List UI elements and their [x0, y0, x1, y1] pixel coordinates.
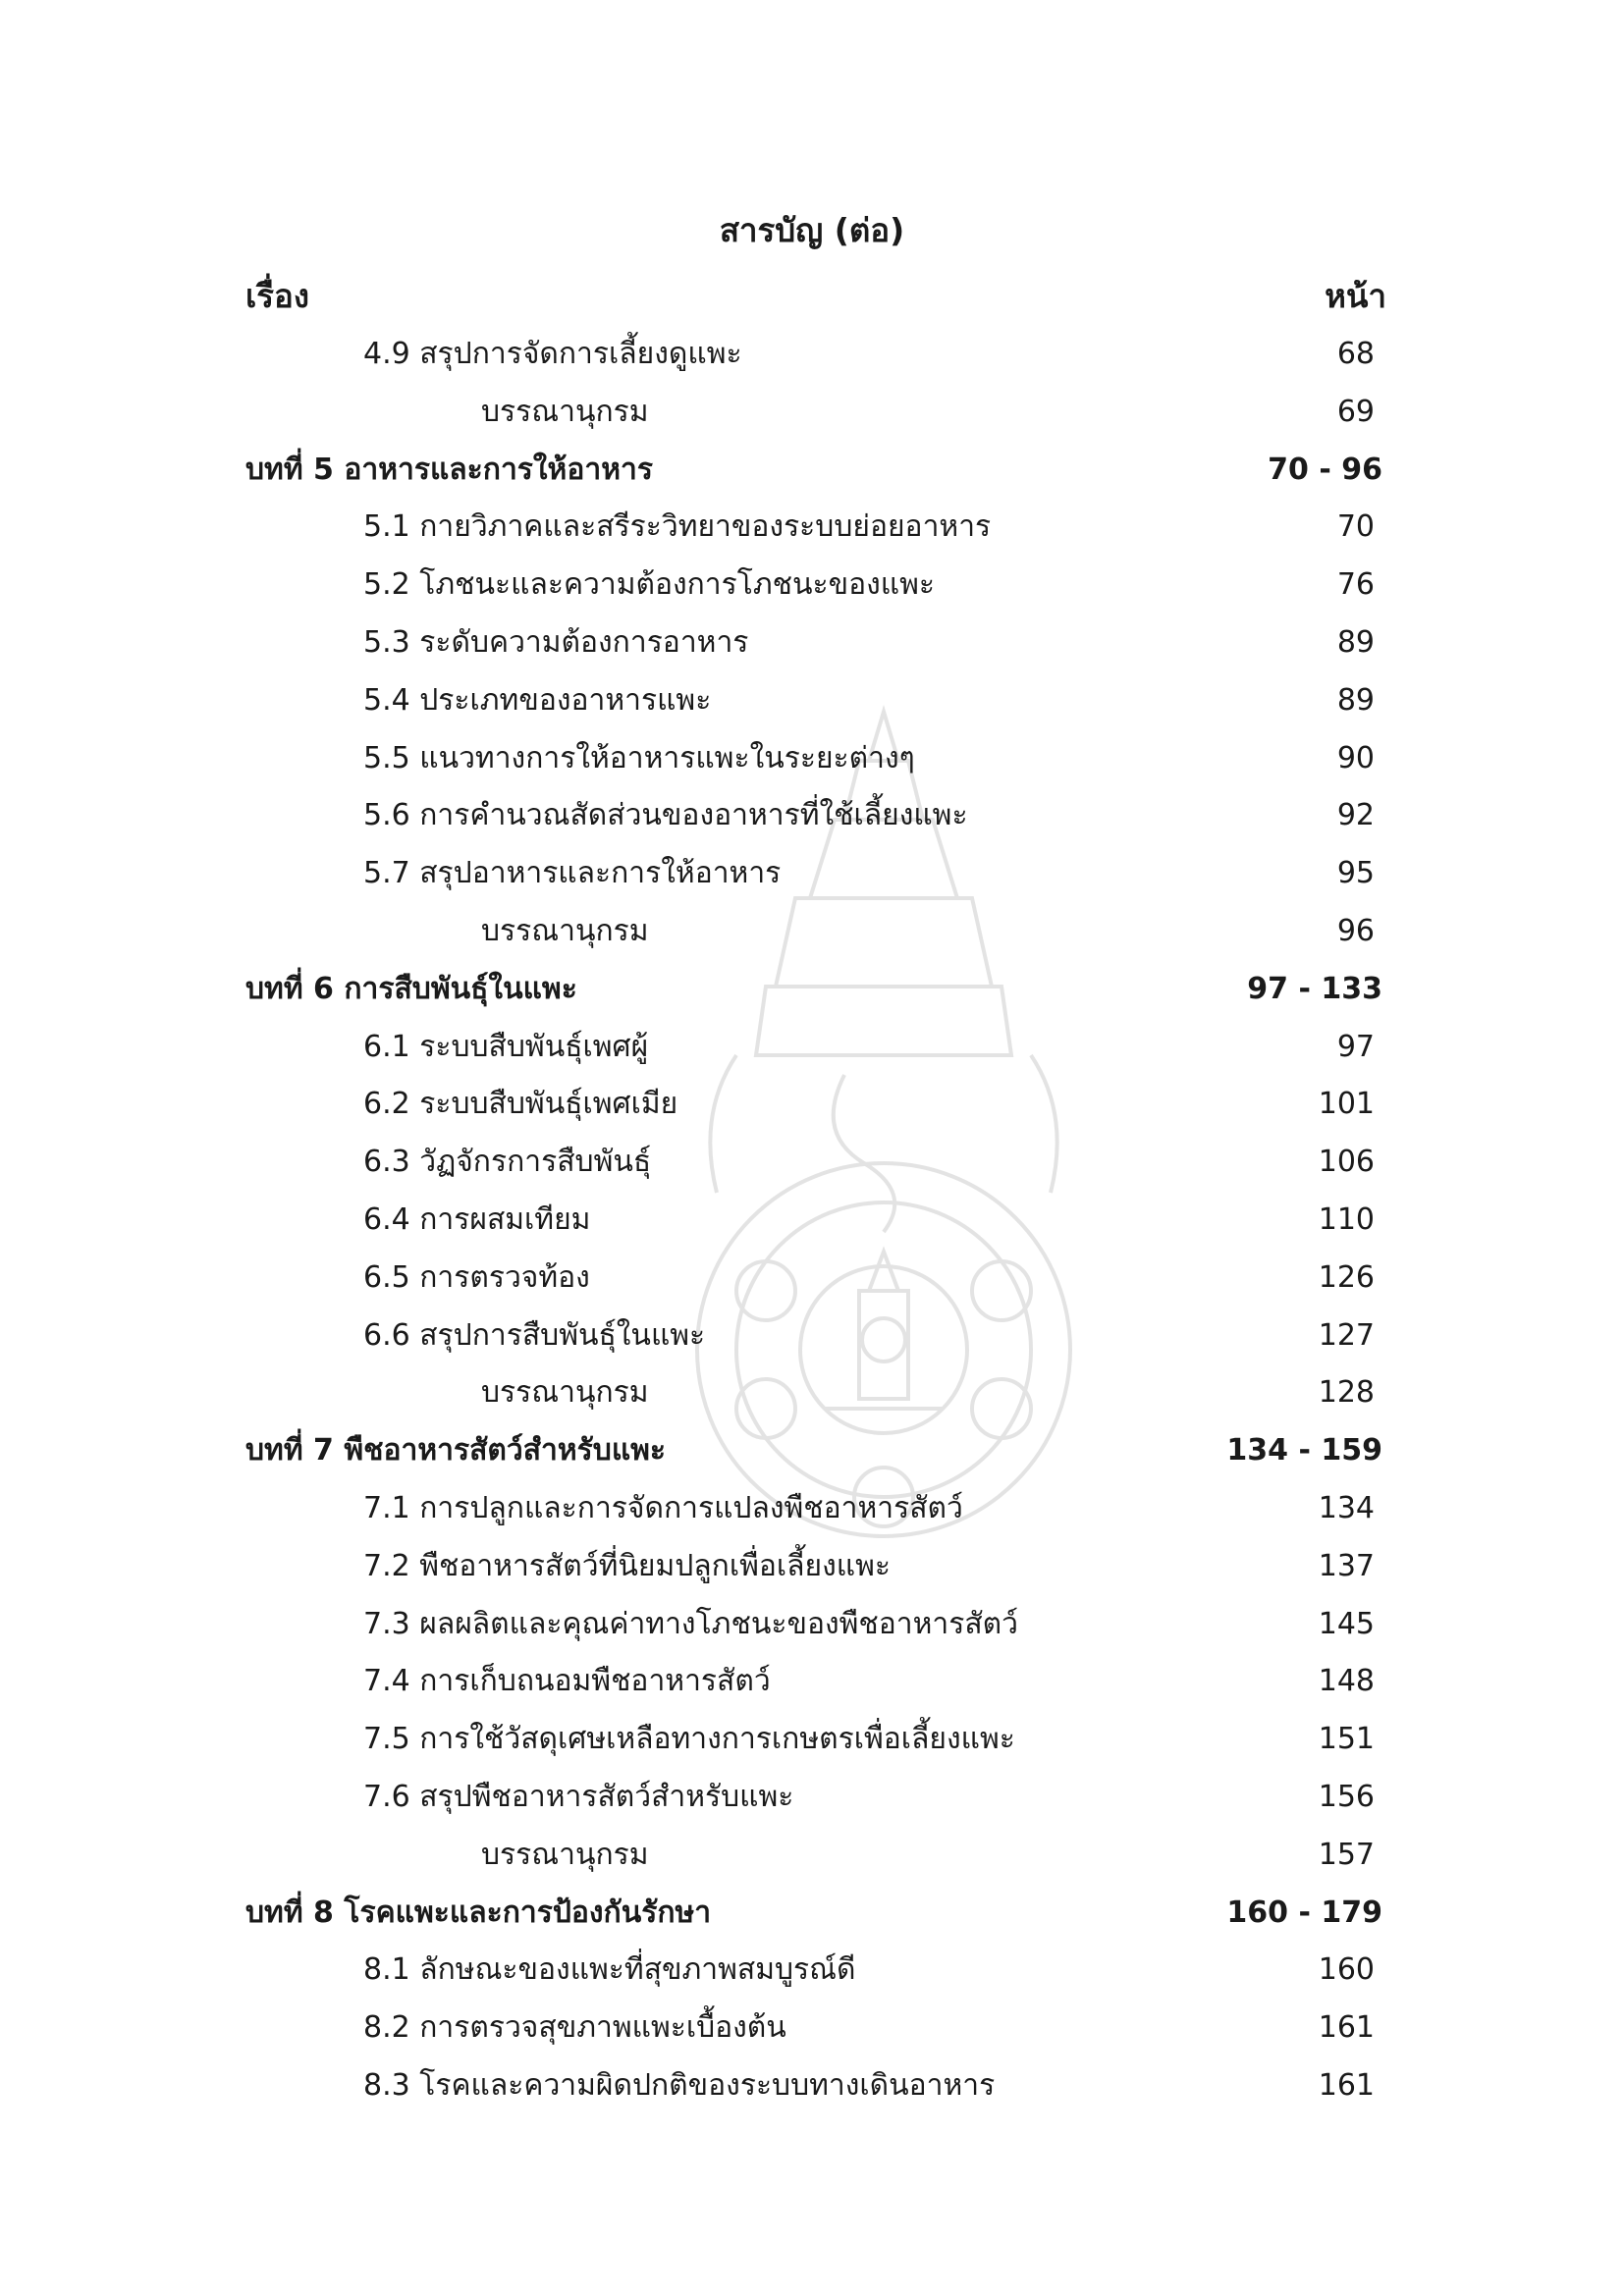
toc-entry-label: บทที่ 7 พืชอาหารสัตว์สำหรับแพะ — [245, 1433, 667, 1468]
toc-entry-label: บรรณานุกรม — [481, 1375, 649, 1411]
toc-entry-label: 5.4 ประเภทของอาหารแพะ — [363, 682, 712, 718]
toc-entry — [245, 1308, 1386, 1365]
toc-entry-label: 6.6 สรุปการสืบพันธุ์ในแพะ — [363, 1317, 706, 1353]
toc-entry-page: 97 — [1336, 1029, 1375, 1064]
toc-entry — [245, 787, 1386, 845]
toc-entry-page: 95 — [1336, 856, 1375, 891]
toc-entry-page: 89 — [1336, 682, 1375, 718]
toc-entry-label: 5.1 กายวิภาคและสรีระวิทยาของระบบย่อยอาหาร — [363, 509, 992, 545]
toc-entry-label: 7.2 พืชอาหารสัตว์ที่นิยมปลูกเพื่อเลี้ยงแพะ — [363, 1548, 891, 1583]
toc-entry-page: 126 — [1318, 1259, 1375, 1295]
toc-entry — [245, 1250, 1386, 1308]
toc-entry-label: 7.5 การใช้วัสดุเศษเหลือทางการเกษตรเพื่อเลี้ยงแพะ — [363, 1722, 1015, 1757]
toc-entry-label: 7.1 การปลูกและการจัดการแปลงพืชอาหารสัตว์ — [363, 1490, 963, 1525]
toc-entry-page: 70 - 96 — [1268, 452, 1382, 487]
toc-chapter-entry — [245, 1422, 1386, 1480]
toc-entry-page: 161 — [1318, 2067, 1375, 2103]
toc-entry-page: 148 — [1318, 1664, 1375, 1699]
toc-entry-page: 76 — [1336, 567, 1375, 603]
toc-entry-label: 7.6 สรุปพืชอาหารสัตว์สำหรับแพะ — [363, 1779, 794, 1814]
toc-entry-label: 6.5 การตรวจท้อง — [363, 1259, 590, 1295]
toc-entry-page: 89 — [1336, 624, 1375, 660]
toc-entry-label: 6.3 วัฏจักรการสืบพันธุ์ — [363, 1145, 652, 1180]
toc-entry — [245, 1364, 1386, 1422]
toc-chapter-entry — [245, 1885, 1386, 1943]
toc-entry-label: บทที่ 8 โรคแพะและการป้องกันรักษา — [245, 1895, 712, 1930]
toc-entry-page: 96 — [1336, 913, 1375, 948]
toc-entry-page: 156 — [1318, 1779, 1375, 1814]
toc-entry — [245, 1019, 1386, 1077]
toc-entry — [245, 730, 1386, 788]
toc-entry-label: 5.2 โภชนะและความต้องการโภชนะของแพะ — [363, 567, 936, 603]
toc-entry-label: 7.4 การเก็บถนอมพืชอาหารสัตว์ — [363, 1664, 771, 1699]
toc-entry — [245, 1596, 1386, 1654]
toc-entry-page: 106 — [1318, 1145, 1375, 1180]
toc-entry-page: 92 — [1336, 798, 1375, 833]
toc-entry — [245, 1942, 1386, 2000]
toc-entry — [245, 384, 1386, 442]
toc-entry-label: บรรณานุกรม — [481, 913, 649, 948]
toc-entry-page: 128 — [1318, 1375, 1375, 1411]
toc-entry — [245, 1192, 1386, 1250]
toc-entry-page: 68 — [1336, 337, 1375, 371]
toc-entry — [245, 499, 1386, 557]
toc-entry-page: 145 — [1318, 1606, 1375, 1641]
toc-entry-label: 4.9 สรุปการจัดการเลี้ยงดูแพะ — [363, 337, 742, 371]
toc-entry-page: 160 - 179 — [1226, 1895, 1382, 1930]
page-column-label: หน้า — [1325, 277, 1386, 315]
toc-entry-page: 160 — [1318, 1952, 1375, 1988]
toc-entry-page: 151 — [1318, 1722, 1375, 1757]
toc-entry-page: 137 — [1318, 1548, 1375, 1583]
toc-entry-page: 110 — [1318, 1201, 1375, 1237]
toc-entry-label: 5.7 สรุปอาหารและการให้อาหาร — [363, 856, 782, 891]
toc-entry — [245, 1827, 1386, 1885]
toc-entry-label: บทที่ 5 อาหารและการให้อาหาร — [245, 452, 653, 487]
toc-entry — [245, 557, 1386, 614]
toc-entry-page: 69 — [1336, 394, 1375, 429]
toc-title: สารบัญ (ต่อ) — [719, 211, 905, 249]
toc-entry — [245, 1769, 1386, 1827]
toc-entry-page: 134 - 159 — [1226, 1433, 1382, 1468]
toc-entry-page: 134 — [1318, 1490, 1375, 1525]
toc-entry — [245, 1480, 1386, 1538]
toc-entry-page: 157 — [1318, 1837, 1375, 1872]
toc-entry — [245, 1076, 1386, 1134]
toc-entry — [245, 1711, 1386, 1769]
toc-entry — [245, 845, 1386, 903]
toc-chapter-entry — [245, 442, 1386, 500]
toc-entry-page: 161 — [1318, 2010, 1375, 2046]
toc-entry-page: 101 — [1318, 1087, 1375, 1122]
toc-entry-label: 5.3 ระดับความต้องการอาหาร — [363, 624, 749, 660]
toc-entry-label: 6.1 ระบบสืบพันธุ์เพศผู้ — [363, 1029, 649, 1064]
toc-entry — [245, 903, 1386, 961]
toc-entry-label: 8.2 การตรวจสุขภาพแพะเบื้องต้น — [363, 2010, 786, 2046]
toc-entry-label: 6.2 ระบบสืบพันธุ์เพศเมีย — [363, 1087, 678, 1122]
toc-entry — [245, 2000, 1386, 2057]
toc-entry-label: 8.3 โรคและความผิดปกติของระบบทางเดินอาหาร — [363, 2067, 996, 2103]
toc-entry-label: บทที่ 6 การสืบพันธุ์ในแพะ — [245, 971, 577, 1006]
toc-chapter-entry — [245, 961, 1386, 1019]
toc-entry-page: 127 — [1318, 1317, 1375, 1353]
toc-entry-page: 97 - 133 — [1247, 971, 1382, 1006]
toc-entry — [245, 672, 1386, 730]
toc-entry — [245, 1538, 1386, 1596]
toc-entry — [245, 614, 1386, 672]
toc-entry — [245, 326, 1386, 384]
toc-entry — [245, 1653, 1386, 1711]
toc-entry-label: บรรณานุกรม — [481, 394, 649, 429]
toc-entries — [245, 326, 1386, 2115]
toc-entry-page: 90 — [1336, 740, 1375, 775]
toc-entry-label: 6.4 การผสมเทียม — [363, 1201, 591, 1237]
toc-entry-label: 7.3 ผลผลิตและคุณค่าทางโภชนะของพืชอาหารสัตว์ — [363, 1606, 1018, 1641]
toc-entry-page: 70 — [1336, 509, 1375, 545]
toc-entry-label: 5.5 แนวทางการให้อาหารแพะในระยะต่างๆ — [363, 740, 915, 775]
toc-entry-label: 5.6 การคำนวณสัดส่วนของอาหารที่ใช้เลี้ยงแพะ — [363, 798, 968, 833]
toc-entry-label: บรรณานุกรม — [481, 1837, 649, 1872]
toc-entry-label: 8.1 ลักษณะของแพะที่สุขภาพสมบูรณ์ดี — [363, 1952, 856, 1988]
toc-entry — [245, 1134, 1386, 1192]
toc-entry — [245, 2057, 1386, 2115]
topic-column-label: เรื่อง — [245, 277, 309, 315]
